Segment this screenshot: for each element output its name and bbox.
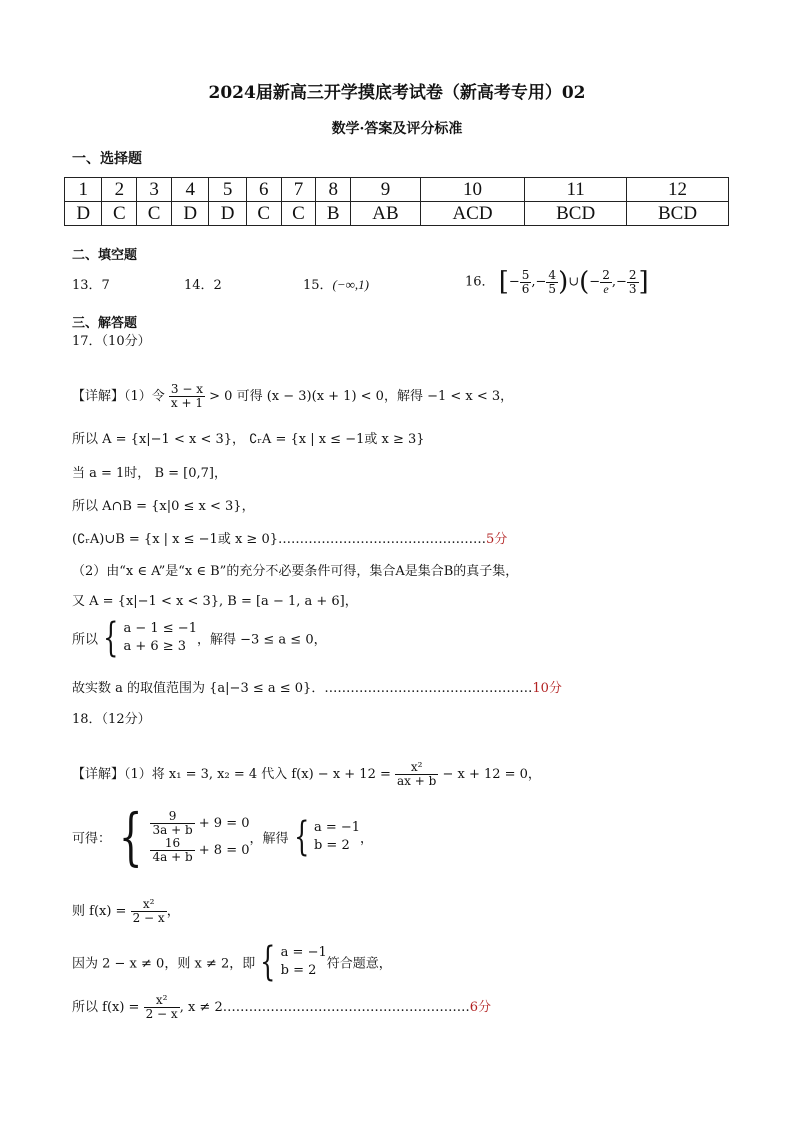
system-row: b = 2 [313, 838, 350, 853]
q18-line-2: 可得： { $\frac{9}{3a + b}$ + 9 = 0 $\frac{16}{4a + b}$ + 8 = 0 ，解得 { a = −1 b = 2 ， [72, 800, 374, 873]
text: ，解得 [249, 831, 289, 847]
system-row: a = −1 [280, 945, 327, 960]
answer-number: 7 [281, 178, 316, 202]
text: 符合题意， [326, 956, 392, 972]
text: + 8 = 0 [198, 843, 250, 858]
text: > 0 可得 (x − 3)(x + 1) < 0，解得 −1 < x < 3， [209, 389, 514, 404]
system-row: a = −1 [313, 820, 361, 835]
text: 【详解】（1）将 x₁ = 3, x₂ = 4 代入 f(x) − x + 12 = [72, 767, 391, 782]
answer-choice: AB [351, 202, 421, 226]
score: 5分 [485, 532, 508, 547]
q17-heading: 17．（10分） [72, 334, 151, 349]
frac-den: 3a + b [152, 823, 193, 837]
frac-num: 4 [548, 267, 557, 282]
answer-choice: C [246, 202, 281, 226]
text: − x + 12 = 0， [442, 767, 541, 782]
answer-choice: D [65, 202, 102, 226]
q17-line-7: 又 A = {x|−1 < x < 3}, B = [a − 1, a + 6]， [72, 594, 358, 609]
q17-line-6: （2）由“x ∈ A”是“x ∈ B”的充分不必要条件可得，集合A是集合B的真子集， [72, 564, 519, 579]
frac-den: x + 1 [170, 396, 204, 410]
system-row: a + 6 ≥ 3 [123, 639, 187, 654]
frac-den: e [603, 281, 609, 296]
text: 所以 [72, 632, 99, 648]
frac-den: 3 [628, 281, 637, 296]
answer-number: 10 [420, 178, 524, 202]
answer-choice: D [171, 202, 208, 226]
frac-den: 2 − x [145, 1007, 178, 1021]
text: ， [360, 831, 374, 847]
answer-number: 3 [137, 178, 172, 202]
answer-choice: B [316, 202, 351, 226]
section-fill-heading: 二、填空题 [72, 248, 138, 263]
fill-label: 15． [303, 278, 333, 293]
text: 因为 2 − x ≠ 0，则 x ≠ 2，即 [72, 956, 256, 972]
score: 6分 [469, 1000, 491, 1015]
q18-line-5 [72, 993, 491, 1023]
page-subtitle: 数学·答案及评分标准 [331, 121, 463, 137]
answer-table [64, 177, 729, 226]
text: + 9 = 0 [198, 816, 250, 831]
frac-den: 6 [521, 281, 530, 296]
answer-number: 1 [65, 178, 102, 202]
frac-num: x² [144, 994, 180, 1008]
answer-number: 6 [246, 178, 281, 202]
answer-number: 11 [525, 178, 627, 202]
fill-label: 16． [465, 274, 495, 290]
frac-den: 4a + b [152, 850, 193, 864]
answer-number: 2 [102, 178, 137, 202]
fill-answer-14: 14．2 [184, 278, 222, 293]
section-choice-heading: 一、选择题 [72, 151, 142, 167]
answer-choice: BCD [525, 202, 627, 226]
answer-choice: BCD [627, 202, 729, 226]
answer-choice: C [137, 202, 172, 226]
answer-number: 8 [316, 178, 351, 202]
q18-line-1 [72, 760, 541, 790]
frac-num: 3 − x [170, 382, 204, 396]
frac-num: 5 [521, 267, 530, 282]
text: (∁ᵣA)∪B = {x | x ≤ −1或 x ≥ 0}………………………………………… [72, 532, 486, 547]
frac-num: 9 [150, 810, 194, 824]
q17-line-8: 所以 { a − 1 ≤ −1 a + 6 ≥ 3 ，解得 −3 ≤ a ≤ 0， [72, 615, 327, 661]
q17-line-5 [72, 528, 507, 547]
fill-answer-13: 13．7 [72, 278, 110, 293]
q17-line-1 [72, 383, 513, 411]
frac-num: 2 [602, 267, 610, 282]
fill-answer-15 [303, 274, 369, 293]
frac-num: 2 [628, 267, 637, 282]
q18-line-3 [72, 897, 180, 927]
text: 可得： [72, 831, 112, 847]
text: ，解得 −3 ≤ a ≤ 0， [196, 632, 327, 648]
answer-choice: ACD [420, 202, 524, 226]
section-solve-heading: 三、解答题 [72, 316, 138, 331]
frac-num: 16 [150, 837, 194, 851]
answer-number: 4 [171, 178, 208, 202]
q17-line-2: 所以 A = {x|−1 < x < 3}， ∁ᵣA = {x | x ≤ −1或 x ≥ 3} [72, 432, 425, 447]
answer-choice: C [102, 202, 137, 226]
frac-den: 2 − x [132, 911, 165, 925]
answer-number: 9 [351, 178, 421, 202]
fill-value: (−∞,1) [332, 277, 369, 292]
answer-number: 12 [627, 178, 729, 202]
q18-heading: 18．（12分） [72, 712, 151, 727]
text: 故实数 a 的取值范围为 {a|−3 ≤ a ≤ 0}．………………………………………… [72, 681, 533, 696]
page-title: 2024届新高三开学摸底考试卷（新高考专用）02 [208, 83, 586, 103]
text: 所以 f(x) = [72, 1000, 140, 1015]
frac-num: x² [131, 898, 167, 912]
q18-line-4: 因为 2 − x ≠ 0，则 x ≠ 2，即 { a = −1 b = 2 符合题意， [72, 939, 392, 985]
score: 10分 [532, 681, 562, 696]
frac-num: x² [395, 761, 438, 775]
answer-choice: D [209, 202, 246, 226]
text: ， [166, 904, 180, 919]
answer-choices-row [65, 202, 729, 226]
system-row: a − 1 ≤ −1 [123, 621, 197, 636]
answer-numbers-row [65, 178, 729, 202]
system-row: b = 2 [280, 963, 317, 978]
frac-den: ax + b [397, 774, 437, 788]
text: 【详解】（1）令 [72, 389, 165, 404]
text: 则 f(x) = [72, 904, 127, 919]
text: , x ≠ 2………………………………………………… [179, 1000, 470, 1015]
q17-line-4: 所以 A∩B = {x|0 ≤ x < 3}， [72, 499, 255, 514]
fill-answer-16: 16． [− $\frac{5}{6}$ ,− $\frac{4}{5}$ )∪(− $\frac{2}{e}$ ,− $\frac{2}{3}$ ] [465, 267, 649, 297]
answer-choice: C [281, 202, 316, 226]
q17-line-3: 当 a = 1时， B = [0,7]， [72, 466, 227, 481]
frac-den: 5 [548, 281, 557, 296]
q17-line-9 [72, 677, 562, 696]
answer-number: 5 [209, 178, 246, 202]
